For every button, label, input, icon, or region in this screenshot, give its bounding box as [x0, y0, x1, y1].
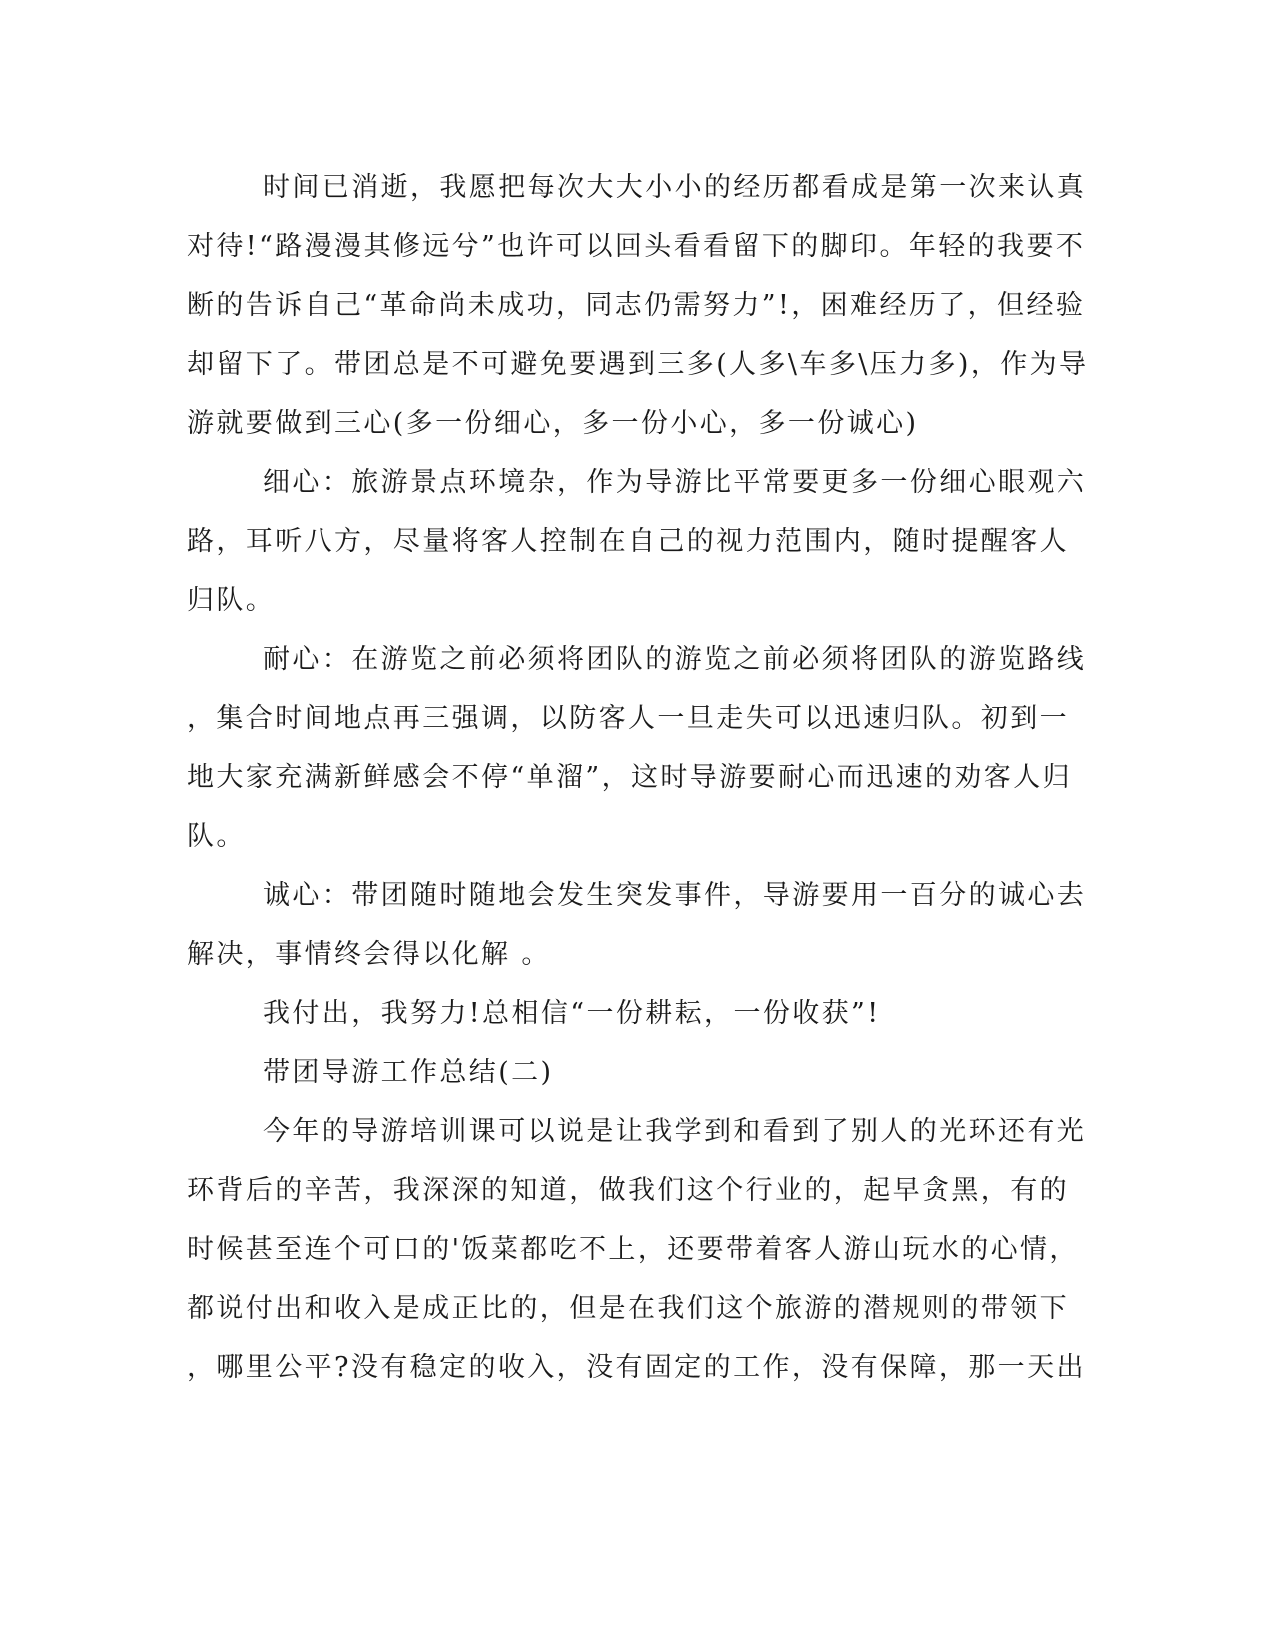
paragraph-line: 都说付出和收入是成正比的，但是在我们这个旅游的潜规则的带领下: [187, 1293, 1069, 1324]
paragraph-line: 时间已消逝，我愿把每次大大小小的经历都看成是第一次来认真: [263, 172, 1087, 203]
paragraph-line: 解决，事情终会得以化解 。: [187, 939, 551, 970]
paragraph-line: 诚心：带团随时随地会发生突发事件，导游要用一百分的诚心去: [263, 880, 1087, 911]
paragraph-line: 归队。: [187, 585, 276, 616]
paragraph-line: ，哪里公平?没有稳定的收入，没有固定的工作，没有保障，那一天出: [187, 1352, 1086, 1383]
paragraph-line: 地大家充满新鲜感会不停“单溜”，这时导游要耐心而迅速的劝客人归: [187, 762, 1073, 793]
paragraph-line: 耐心：在游览之前必须将团队的游览之前必须将团队的游览路线: [263, 644, 1087, 675]
paragraph-line: 时候甚至连个可口的'饭菜都吃不上，还要带着客人游山玩水的心情，: [187, 1234, 1079, 1265]
paragraph-line: 游就要做到三心(多一份细心，多一份小心，多一份诚心): [187, 408, 919, 439]
document-body: [187, 158, 1089, 1397]
paragraph-line: ，集合时间地点再三强调，以防客人一旦走失可以迅速归队。初到一: [187, 703, 1069, 734]
paragraph-line: 今年的导游培训课可以说是让我学到和看到了别人的光环还有光: [263, 1116, 1087, 1147]
paragraph-line: 环背后的辛苦，我深深的知道，做我们这个行业的，起早贪黑，有的: [187, 1175, 1069, 1206]
paragraph-line: 队。: [187, 821, 246, 852]
paragraph-line: 却留下了。带团总是不可避免要遇到三多(人多\车多\压力多)，作为导: [187, 349, 1089, 380]
paragraph-line: 断的告诉自己“革命尚未成功，同志仍需努力”!，困难经历了，但经验: [187, 290, 1086, 321]
paragraph-line: 对待!“路漫漫其修远兮”也许可以回头看看留下的脚印。年轻的我要不: [187, 231, 1086, 262]
paragraph-line: 我付出，我努力!总相信“一份耕耘，一份收获”!: [263, 998, 881, 1029]
paragraph-line: 路，耳听八方，尽量将客人控制在自己的视力范围内，随时提醒客人: [187, 526, 1069, 557]
paragraph-line: 细心：旅游景点环境杂，作为导游比平常要更多一份细心眼观六: [263, 467, 1087, 498]
section-heading: 带团导游工作总结(二): [263, 1057, 554, 1088]
